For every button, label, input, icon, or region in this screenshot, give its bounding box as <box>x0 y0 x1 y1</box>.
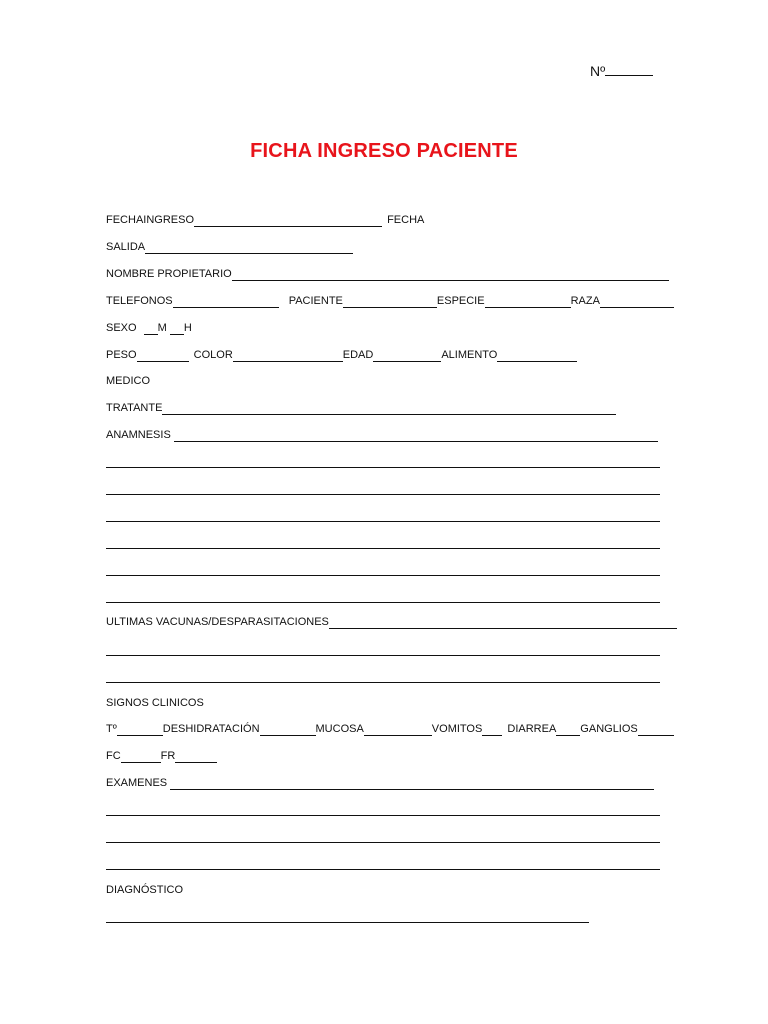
anamnesis-line-4[interactable] <box>106 548 660 549</box>
blank-anamnesis[interactable] <box>174 429 658 442</box>
label-mucosa: MUCOSA <box>315 723 364 735</box>
row-fecha-ingreso <box>106 213 424 229</box>
row-examenes <box>106 776 654 792</box>
label-paciente: PACIENTE <box>288 295 343 307</box>
label-sexo-h: H <box>183 322 192 334</box>
blank-edad[interactable] <box>373 349 441 362</box>
blank-nombre-propietario[interactable] <box>232 268 669 281</box>
label-sexo: SEXO <box>106 322 137 334</box>
examenes-line-1[interactable] <box>106 815 660 816</box>
label-sexo-m: M <box>157 322 167 334</box>
row-temperatura <box>106 722 674 738</box>
label-ultimas-vacunas: ULTIMAS VACUNAS/DESPARASITACIONES <box>106 616 329 628</box>
blank-fecha-ingreso[interactable] <box>194 214 382 227</box>
form-number-blank[interactable] <box>605 62 653 76</box>
blank-ganglios[interactable] <box>638 723 674 736</box>
label-edad: EDAD <box>342 349 374 361</box>
blank-fc[interactable] <box>121 750 161 763</box>
label-examenes: EXAMENES <box>106 777 168 789</box>
blank-color[interactable] <box>233 349 343 362</box>
row-salida <box>106 240 353 256</box>
label-temperatura: Tº <box>106 723 117 735</box>
blank-deshidratacion[interactable] <box>260 723 316 736</box>
blank-examenes[interactable] <box>170 777 654 790</box>
label-fecha-ingreso: FECHAINGRESO <box>106 214 195 226</box>
blank-peso[interactable] <box>137 349 189 362</box>
anamnesis-line-5[interactable] <box>106 575 660 576</box>
blank-mucosa[interactable] <box>364 723 432 736</box>
row-anamnesis <box>106 428 658 444</box>
label-especie: ESPECIE <box>436 295 485 307</box>
blank-alimento[interactable] <box>497 349 577 362</box>
blank-especie[interactable] <box>485 295 571 308</box>
label-ganglios: GANGLIOS <box>580 723 638 735</box>
vacunas-line-2[interactable] <box>106 682 660 683</box>
blank-sexo-m[interactable] <box>144 322 158 335</box>
blank-salida[interactable] <box>145 241 353 254</box>
label-signos-clinicos: SIGNOS CLINICOS <box>106 697 204 709</box>
label-alimento: ALIMENTO <box>441 349 498 361</box>
label-color: COLOR <box>193 349 233 361</box>
row-medico <box>106 374 150 390</box>
blank-paciente[interactable] <box>343 295 437 308</box>
row-peso <box>106 348 577 364</box>
blank-tratante[interactable] <box>162 402 616 415</box>
row-fc-fr <box>106 749 217 765</box>
label-vomitos: VOMITOS <box>431 723 483 735</box>
vacunas-line-1[interactable] <box>106 655 660 656</box>
blank-diarrea[interactable] <box>556 723 580 736</box>
label-raza: RAZA <box>570 295 600 307</box>
label-medico: MEDICO <box>106 375 150 387</box>
label-salida: SALIDA <box>106 241 146 253</box>
anamnesis-line-6[interactable] <box>106 602 660 603</box>
blank-sexo-h[interactable] <box>170 322 184 335</box>
blank-raza[interactable] <box>600 295 674 308</box>
label-telefonos: TELEFONOS <box>106 295 173 307</box>
anamnesis-line-3[interactable] <box>106 521 660 522</box>
form-number <box>590 62 653 79</box>
form-title: FICHA INGRESO PACIENTE <box>250 140 518 162</box>
label-diarrea: DIARREA <box>507 723 557 735</box>
row-nombre-propietario <box>106 267 669 283</box>
examenes-line-2[interactable] <box>106 842 660 843</box>
blank-ultimas-vacunas[interactable] <box>329 616 677 629</box>
blank-fr[interactable] <box>175 750 217 763</box>
blank-telefonos[interactable] <box>173 295 279 308</box>
row-tratante <box>106 401 616 417</box>
row-ultimas-vacunas <box>106 615 677 631</box>
form-number-label: Nº <box>590 63 606 79</box>
row-signos-clinicos <box>106 696 204 712</box>
diagnostico-line[interactable] <box>106 922 589 923</box>
label-fc: FC <box>106 750 121 762</box>
label-tratante: TRATANTE <box>106 402 163 414</box>
anamnesis-line-2[interactable] <box>106 494 660 495</box>
row-sexo <box>106 321 192 337</box>
label-deshidratacion: DESHIDRATACIÓN <box>162 723 260 735</box>
anamnesis-line-1[interactable] <box>106 467 660 468</box>
label-peso: PESO <box>106 349 137 361</box>
label-fr: FR <box>160 750 176 762</box>
label-diagnostico: DIAGNÓSTICO <box>106 884 184 896</box>
label-fecha: FECHA <box>387 214 425 226</box>
row-diagnostico <box>106 883 183 899</box>
label-anamnesis: ANAMNESIS <box>106 429 171 441</box>
blank-vomitos[interactable] <box>482 723 502 736</box>
label-nombre-propietario: NOMBRE PROPIETARIO <box>106 268 232 280</box>
examenes-line-3[interactable] <box>106 869 660 870</box>
row-telefonos <box>106 294 674 310</box>
blank-temperatura[interactable] <box>117 723 163 736</box>
